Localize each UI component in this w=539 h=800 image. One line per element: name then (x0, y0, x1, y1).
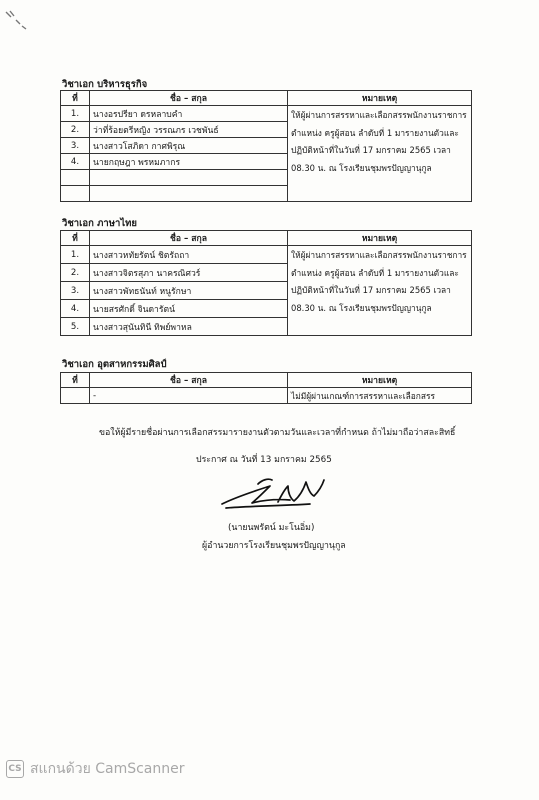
row-num-empty (61, 170, 90, 186)
camscanner-logo-icon: CS (6, 760, 24, 778)
table-thai (60, 230, 472, 336)
camscanner-watermark (6, 758, 185, 780)
table-business (60, 90, 472, 202)
header-remark: หมายเหตุ (288, 373, 472, 388)
header-remark: หมายเหตุ (288, 231, 472, 246)
header-remark: หมายเหตุ (288, 91, 472, 106)
header-name: ชื่อ – สกุล (90, 373, 288, 388)
row-name: นางสาวพัทธนันท์ หนูรักษา (90, 282, 288, 300)
header-num: ที่ (61, 373, 90, 388)
row-num: 4. (61, 300, 90, 318)
section-title-industrial-arts: วิชาเอก อุตสาหกรรมศิลป์ (62, 359, 167, 370)
table-row (61, 388, 472, 404)
row-name: นางสาวจิตรสุภา นาครณิศวร์ (90, 264, 288, 282)
table-row (61, 246, 472, 264)
section-title-thai: วิชาเอก ภาษาไทย (62, 218, 137, 229)
table-header-row (61, 91, 472, 106)
signature-image (218, 470, 330, 514)
row-name: นายกฤษฎา พรหมภากร (90, 154, 288, 170)
header-num: ที่ (61, 91, 90, 106)
row-num: 2. (61, 264, 90, 282)
row-num: 1. (61, 246, 90, 264)
row-name: นางสาวสุนันทินี ทิพย์พาหล (90, 318, 288, 336)
row-name: - (90, 388, 288, 404)
table-row (61, 106, 472, 122)
row-num (61, 388, 90, 404)
announcement-date: ประกาศ ณ วันที่ 13 มกราคม 2565 (196, 455, 332, 465)
header-name: ชื่อ – สกุล (90, 231, 288, 246)
row-num-empty (61, 186, 90, 202)
row-num: 4. (61, 154, 90, 170)
row-remark: ให้ผู้ผ่านการสรรหาและเลือกสรรพนักงานราชการตำแหน่ง ครูผู้สอน ลำดับที่ 1 มารายงานตัวและปฏิบัติหน้าที่ในวันที่ 17 มกราคม 2565 เวลา 08.30 น. ณ โรงเรียนชุมพรปัญญานุกูล (288, 246, 472, 336)
row-name: ว่าที่ร้อยตรีหญิง วรรณภร เวชพันธ์ (90, 122, 288, 138)
row-num: 5. (61, 318, 90, 336)
header-name: ชื่อ – สกุล (90, 91, 288, 106)
table-industrial-arts (60, 372, 472, 404)
row-num: 2. (61, 122, 90, 138)
row-name: นางอรปรียา ดรหลาบคำ (90, 106, 288, 122)
row-num: 3. (61, 282, 90, 300)
signer-name: (นายนพรัตน์ มะโนอิ่ม) (228, 523, 315, 533)
header-num: ที่ (61, 231, 90, 246)
row-name: นายสรศักดิ์ จินดารัตน์ (90, 300, 288, 318)
row-remark: ให้ผู้ผ่านการสรรหาและเลือกสรรพนักงานราชการตำแหน่ง ครูผู้สอน ลำดับที่ 1 มารายงานตัวและปฏิบัติหน้าที่ในวันที่ 17 มกราคม 2565 เวลา 08.30 น. ณ โรงเรียนชุมพรปัญญานุกูล (288, 106, 472, 202)
row-num: 3. (61, 138, 90, 154)
notice-text: ขอให้ผู้มีรายชื่อผ่านการเลือกสรรมารายงานตัวตามวันและเวลาที่กำหนด ถ้าไม่มาถือว่าสละสิทธิ์ (99, 428, 456, 438)
row-remark: ไม่มีผู้ผ่านเกณฑ์การสรรหาและเลือกสรร (288, 388, 472, 404)
signer-title: ผู้อำนวยการโรงเรียนชุมพรปัญญานุกูล (202, 541, 346, 551)
corner-scan-mark (4, 8, 34, 34)
row-name: นางสาวหทัยรัตน์ ชิตรัถถา (90, 246, 288, 264)
row-name-empty (90, 170, 288, 186)
row-num: 1. (61, 106, 90, 122)
camscanner-text: สแกนด้วย CamScanner (30, 761, 185, 777)
table-header-row (61, 231, 472, 246)
table-header-row (61, 373, 472, 388)
row-name: นางสาวโสภิดา กาศพิรุณ (90, 138, 288, 154)
row-name-empty (90, 186, 288, 202)
section-title-business: วิชาเอก บริหารธุรกิจ (62, 79, 148, 90)
